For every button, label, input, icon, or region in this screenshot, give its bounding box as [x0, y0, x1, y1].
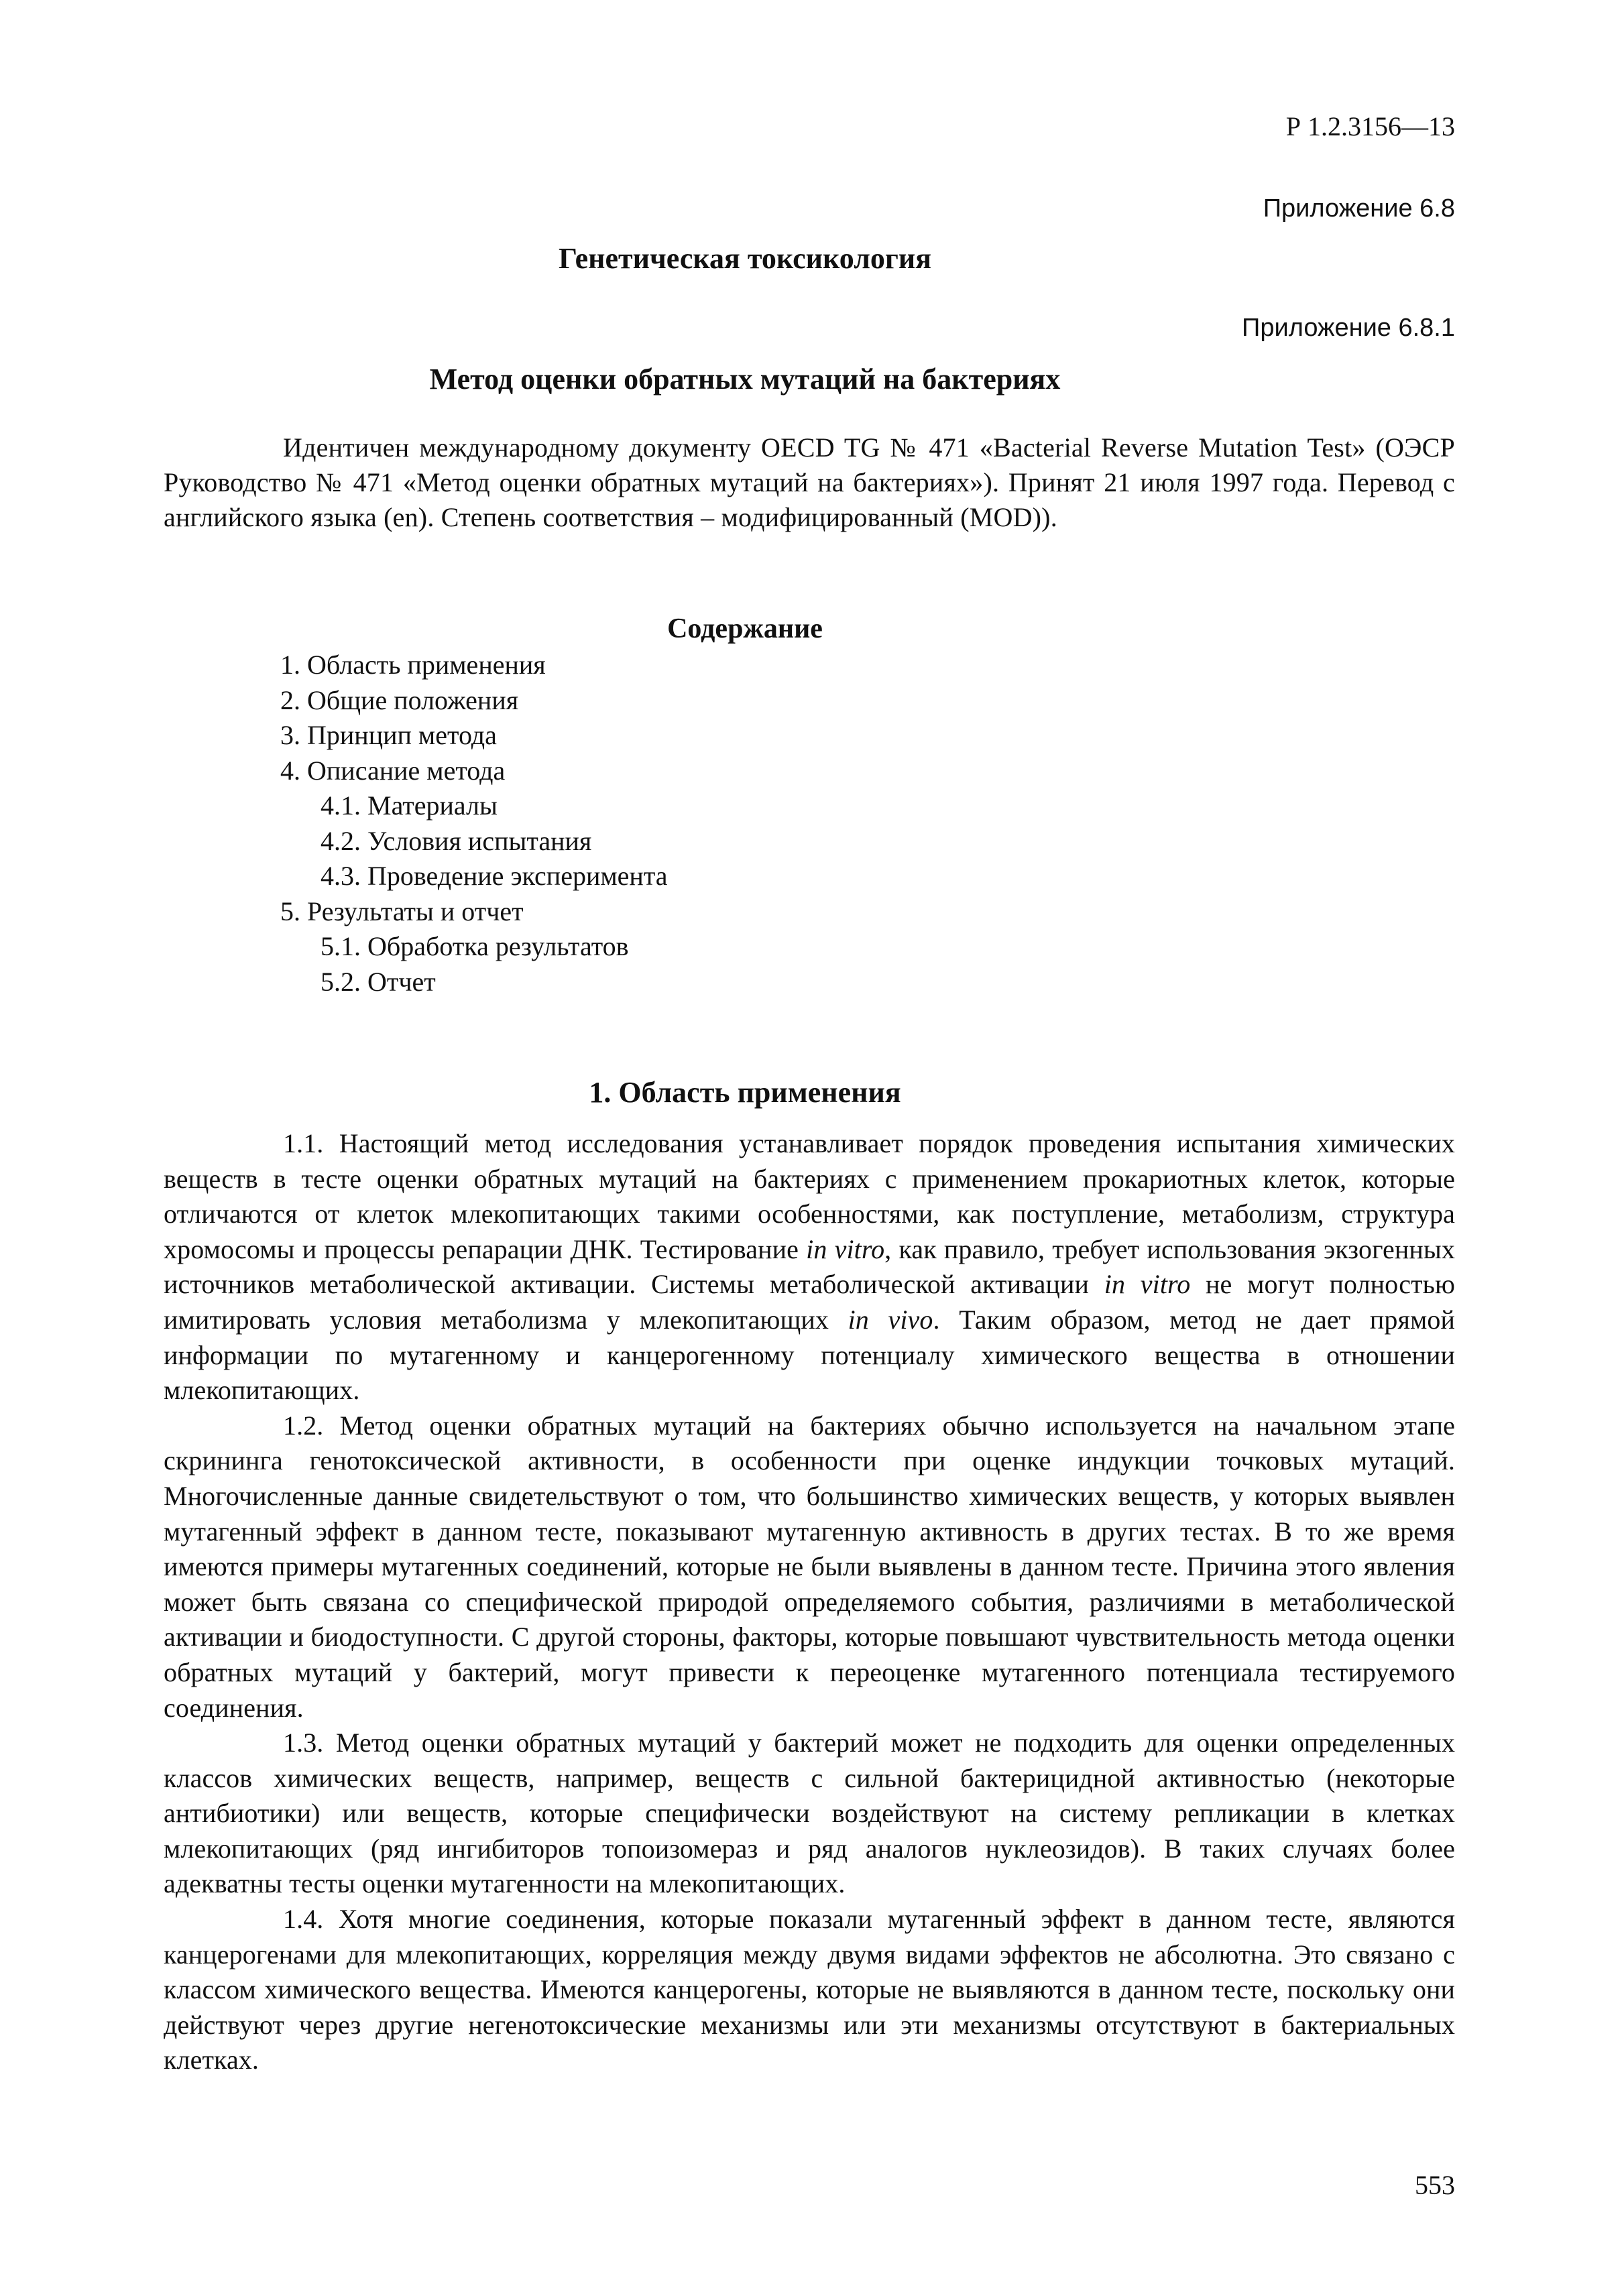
toc-item: 1. Область применения	[280, 650, 546, 680]
toc-item: 4. Описание метода	[280, 755, 506, 786]
sub-appendix-label: Приложение 6.8.1	[1242, 314, 1455, 342]
toc-subitem: 5.2. Отчет	[321, 966, 436, 997]
paragraph-1-3: 1.3. Метод оценки обратных мутаций у бактерий может не подходить для оценки определенных классов химических веществ, например, веществ с сильной бактерицидной активностью (некоторые антибиотики) или веществ, которые специфически воздействуют на систему репликации в клетках млекопитающих (ряд ингибиторов топоизомераз и ряд аналогов нуклеозидов). В таких случаях более адекватны тесты оценки мутагенности на млекопитающих.	[164, 1728, 1455, 1899]
section-title: Генетическая токсикология	[558, 242, 932, 275]
contents-title: Содержание	[667, 613, 823, 644]
text-run: , как правило, требует использования экзогенных источников метаболической активации. Системы метаболической активации	[164, 1233, 1455, 1300]
toc-subitem: 4.1. Материалы	[321, 790, 498, 821]
italic-term: in vitro	[806, 1233, 885, 1264]
intro-paragraph: Идентичен международному документу OECD TG № 471 «Bacterial Reverse Mutation Test» (ОЭСР Руководство № 471 «Метод оценки обратных мутаций на бактериях»). Принят 21 июля 1997 года. Перевод с английского языка (en). Степень соответствия – модифицированный (MOD)).	[164, 432, 1455, 532]
toc-item: 3. Принцип метода	[280, 720, 497, 750]
text-run: . Таким образом, метод не дает прямой информации по мутагенному и канцерогенному потенциалу химического вещества в отношении млекопитающих.	[164, 1304, 1455, 1406]
text-run: 1.1. Настоящий метод исследования устанавливает порядок проведения испытания химических веществ в тесте оценки обратных мутаций на бактериях с применением прокариотных клеток, которые отличаются от клеток млекопитающих такими особенностями, как поступление, метаболизм, структура хромосомы и процессы репарации ДНК. Тестирование	[164, 1128, 1455, 1264]
toc-item: 5. Результаты и отчет	[280, 896, 524, 926]
paragraph-1-4: 1.4. Хотя многие соединения, которые показали мутагенный эффект в данном тесте, являются канцерогенами для млекопитающих, корреляция между двумя видами эффектов не абсолютна. Это связано с классом химического вещества. Имеются канцерогены, которые не выявляются в данном тесте, поскольку они действуют через другие негенотоксические механизмы или эти механизмы отсутствуют в бактериальных клетках.	[164, 1904, 1455, 2075]
document-code: Р 1.2.3156—13	[1285, 111, 1455, 141]
toc-item: 2. Общие положения	[280, 684, 519, 715]
toc-subitem: 5.1. Обработка результатов	[321, 931, 629, 961]
italic-term: in vitro	[1104, 1269, 1191, 1300]
appendix-label: Приложение 6.8	[1263, 194, 1455, 223]
toc-subitem: 4.2. Условия испытания	[321, 825, 592, 856]
toc-subitem: 4.3. Проведение эксперимента	[321, 861, 668, 891]
section-1-title: 1. Область применения	[589, 1076, 901, 1109]
paragraph-1-1	[164, 1126, 1455, 1408]
page-number: 553	[1415, 2170, 1455, 2200]
method-title: Метод оценки обратных мутаций на бактериях	[429, 363, 1061, 396]
table-of-contents	[0, 648, 1624, 1000]
italic-term: in vivo	[848, 1304, 933, 1335]
paragraph-1-2: 1.2. Метод оценки обратных мутаций на бактериях обычно используется на начальном этапе скрининга генотоксической активности, в особенности при оценке индукции точковых мутаций. Многочисленные данные свидетельствуют о том, что большинство химических веществ, у которых выявлен мутагенный эффект в данном тесте, показывают мутагенную активность в других тестах. В то же время имеются примеры мутагенных соединений, которые не были выявлены в данном тесте. Причина этого явления может быть связана со специфической природой определяемого события, различиями в метаболической активации и биодоступности. С другой стороны, факторы, которые повышают чувствительность метода оценки обратных мутаций у бактерий, могут привести к переоценке мутагенного потенциала тестируемого соединения.	[164, 1410, 1455, 1723]
text-run: не могут полностью имитировать условия метаболизма у млекопитающих	[164, 1269, 1455, 1335]
section-1-body	[164, 1126, 1455, 2078]
